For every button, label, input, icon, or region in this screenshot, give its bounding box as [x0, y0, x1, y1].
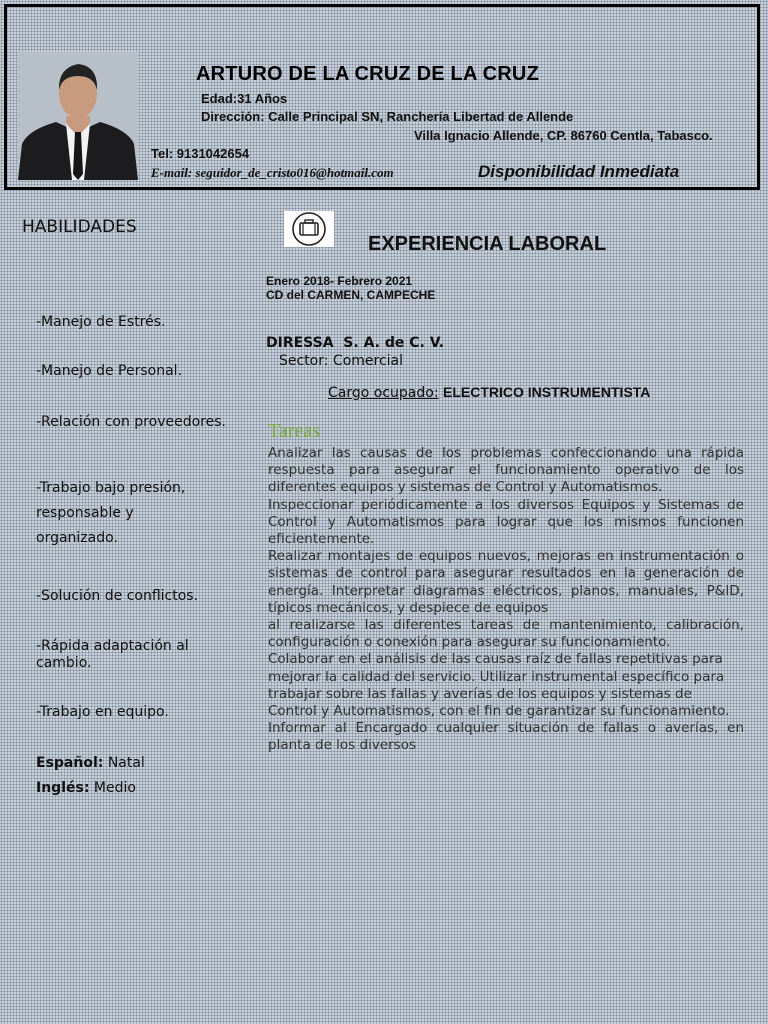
task-item: Analizar las causas de los problemas confeccionando una rápida respuesta para asegurar el funcionamiento operativo de los diferentes equipos y sistemas de Control y Automatismos.	[268, 445, 744, 496]
skill-item: -Trabajo en equipo.	[36, 704, 169, 720]
skill-item: -Solución de conflictos.	[36, 588, 199, 604]
language-label: Español:	[36, 755, 104, 771]
task-item: Informar al Encargado cualquier situación de fallas o averías, en planta de los diversos	[268, 720, 744, 754]
task-item: Inspeccionar periódicamente a los diversos Equipos y Sistemas de Control y Automatismos para lograr que los mismos funcionen eficientemente.	[268, 496, 744, 548]
task-item: Colaborar en el análisis de las causas raíz de fallas repetitivas para mejorar la calidad del servicio. Utilizar instrumental específico para trabajar sobre las fallas y averías de los equipos y sistemas de Control y Automatismos, con el fin de garantizar su funcionamiento.	[268, 651, 730, 720]
address-line-1: Dirección: Calle Principal SN, Ranchería Libertad de Allende	[201, 109, 574, 124]
language-level: Natal	[107, 755, 145, 771]
job-location: CD del CARMEN, CAMPECHE	[266, 288, 436, 302]
position-label: Cargo ocupado:	[328, 385, 439, 401]
skills-title: HABILIDADES	[22, 217, 137, 237]
language-english	[36, 780, 136, 796]
tasks-title: Tareas	[268, 420, 320, 442]
position-line	[328, 384, 650, 401]
task-item: Realizar montajes de equipos nuevos, mejoras en instrumentación o sistemas de control para asegurar resultados en la generación de energía. Interpretar diagramas eléctricos, planos, manuales, P&ID, típicos mecánicos, y despiece de equipos	[268, 548, 744, 616]
briefcase-icon	[284, 211, 334, 247]
skill-item: -Relación con proveedores.	[36, 414, 226, 430]
address-line-2: Villa Ignacio Allende, CP. 86760 Centla, Tabasco.	[414, 128, 713, 143]
candidate-name: ARTURO DE LA CRUZ DE LA CRUZ	[196, 63, 539, 85]
profile-photo	[18, 52, 138, 180]
language-spanish	[36, 755, 145, 771]
phone-text: Tel: 9131042654	[151, 146, 250, 161]
position-value: ELECTRICO INSTRUMENTISTA	[443, 384, 651, 400]
skill-item: -Manejo de Estrés.	[36, 314, 166, 330]
skill-item: -Trabajo bajo presión, responsable y organizado.	[36, 480, 186, 546]
company-sector: Sector: Comercial	[279, 353, 404, 369]
availability-text: Disponibilidad Inmediata	[478, 162, 680, 181]
task-item: al realizarse las diferentes tareas de mantenimiento, calibración, configuración o conexión para asegurar su funcionamiento.	[268, 617, 744, 651]
age-text: Edad:31 Años	[201, 91, 288, 106]
company-block	[266, 334, 444, 370]
tasks-list	[268, 445, 744, 755]
skill-item: -Manejo de Personal.	[36, 363, 183, 379]
language-label: Inglés:	[36, 780, 90, 796]
experience-title: EXPERIENCIA LABORAL	[368, 233, 607, 255]
skill-item: -Rápida adaptación al cambio.	[36, 638, 189, 671]
email-text: E-mail: seguidor_de_cristo016@hotmail.com	[151, 165, 394, 180]
language-level: Medio	[93, 780, 136, 796]
company-name: DIRESSA S. A. de C. V.	[266, 335, 445, 351]
job-period: Enero 2018- Febrero 2021	[266, 274, 413, 288]
job-period-block	[266, 274, 435, 302]
